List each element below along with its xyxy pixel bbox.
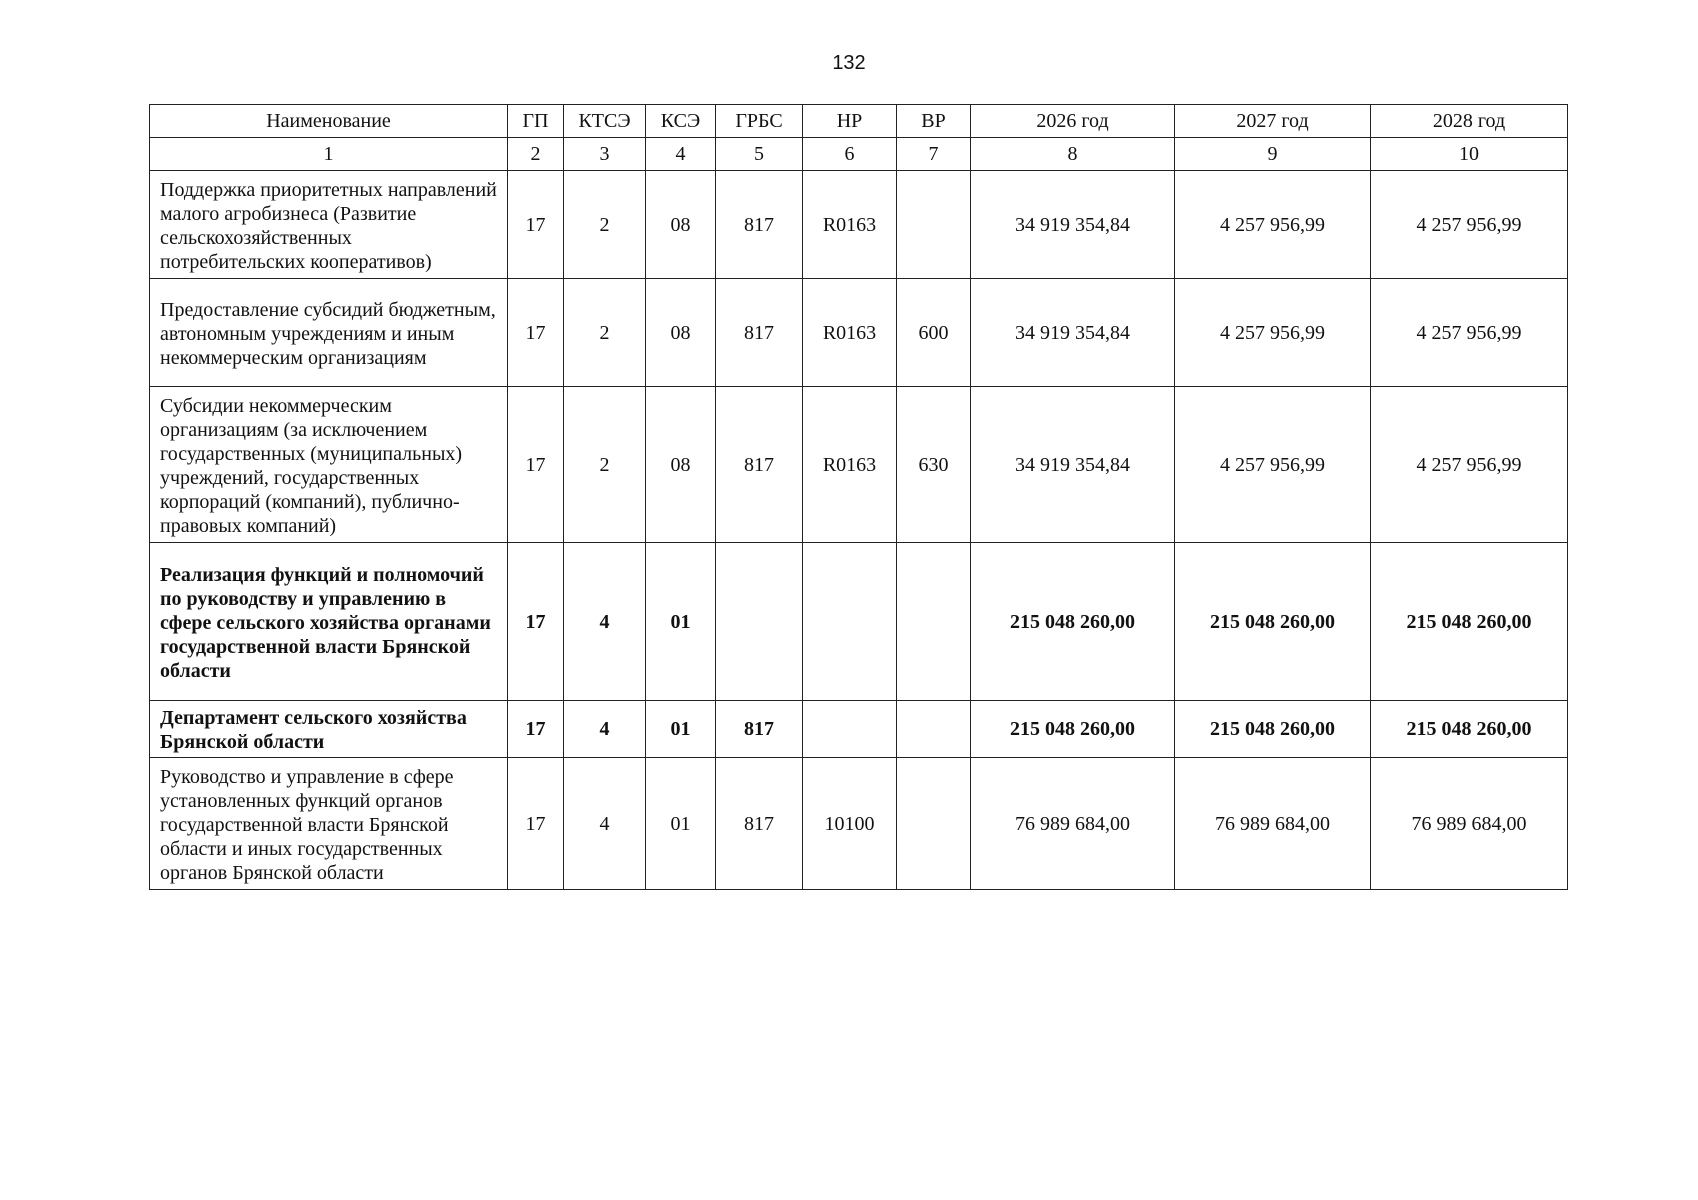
row-gp: 17 [508,543,564,701]
row-2028: 76 989 684,00 [1371,758,1568,890]
row-2027: 4 257 956,99 [1175,279,1371,387]
row-name: Руководство и управление в сфере установленных функций органов государственной власти Брянской области и иных государственных органов Брянской области [150,758,508,890]
page-number: 132 [832,52,866,74]
row-kse: 01 [646,701,716,758]
row-grbs: 817 [716,387,803,543]
header-ktse: КТСЭ [564,105,646,138]
table-row-section [150,543,1568,701]
header-row [150,105,1568,138]
row-2028: 215 048 260,00 [1371,701,1568,758]
table-row [150,171,1568,279]
row-vr [897,758,971,890]
row-2026: 34 919 354,84 [971,387,1175,543]
row-grbs: 817 [716,171,803,279]
row-2026: 215 048 260,00 [971,543,1175,701]
header-2028: 2028 год [1371,105,1568,138]
row-nr [803,543,897,701]
row-nr [803,701,897,758]
row-2027: 76 989 684,00 [1175,758,1371,890]
row-nr: R0163 [803,171,897,279]
row-ktse: 4 [564,701,646,758]
row-name: Предоставление субсидий бюджетным, автономным учреждениям и иным некоммерческим организациям [150,279,508,387]
column-number: 9 [1175,138,1371,171]
column-number: 3 [564,138,646,171]
row-ktse: 2 [564,387,646,543]
header-2027: 2027 год [1175,105,1371,138]
row-grbs: 817 [716,701,803,758]
row-grbs: 817 [716,758,803,890]
row-name: Департамент сельского хозяйства Брянской области [150,701,508,758]
row-2028: 4 257 956,99 [1371,279,1568,387]
row-2026: 215 048 260,00 [971,701,1175,758]
row-nr: 10100 [803,758,897,890]
row-grbs [716,543,803,701]
row-kse: 08 [646,387,716,543]
row-ktse: 4 [564,543,646,701]
row-gp: 17 [508,758,564,890]
table-row [150,758,1568,890]
row-kse: 08 [646,171,716,279]
table-row [150,387,1568,543]
budget-table [149,104,1568,890]
column-number: 6 [803,138,897,171]
row-kse: 01 [646,543,716,701]
column-number: 4 [646,138,716,171]
row-2026: 34 919 354,84 [971,171,1175,279]
column-number: 1 [150,138,508,171]
row-2026: 76 989 684,00 [971,758,1175,890]
row-name: Поддержка приоритетных направлений малого агробизнеса (Развитие сельскохозяйственных потребительских кооперативов) [150,171,508,279]
row-kse: 08 [646,279,716,387]
row-vr: 630 [897,387,971,543]
row-vr [897,543,971,701]
header-grbs: ГРБС [716,105,803,138]
column-number: 2 [508,138,564,171]
column-number-row [150,138,1568,171]
row-kse: 01 [646,758,716,890]
row-ktse: 2 [564,279,646,387]
row-name: Субсидии некоммерческим организациям (за исключением государственных (муниципальных) учреждений, государственных корпораций (компаний), публично-правовых компаний) [150,387,508,543]
header-nr: НР [803,105,897,138]
column-number: 5 [716,138,803,171]
column-number: 10 [1371,138,1568,171]
row-vr [897,171,971,279]
header-gp: ГП [508,105,564,138]
row-gp: 17 [508,387,564,543]
row-ktse: 4 [564,758,646,890]
row-2028: 4 257 956,99 [1371,171,1568,279]
row-2027: 4 257 956,99 [1175,387,1371,543]
header-name: Наименование [150,105,508,138]
row-vr [897,701,971,758]
row-2028: 215 048 260,00 [1371,543,1568,701]
row-2026: 34 919 354,84 [971,279,1175,387]
header-vr: ВР [897,105,971,138]
row-gp: 17 [508,279,564,387]
row-nr: R0163 [803,387,897,543]
row-2027: 215 048 260,00 [1175,543,1371,701]
row-2027: 215 048 260,00 [1175,701,1371,758]
row-gp: 17 [508,171,564,279]
header-kse: КСЭ [646,105,716,138]
row-name: Реализация функций и полномочий по руководству и управлению в сфере сельского хозяйства органами государственной власти Брянской области [150,543,508,701]
column-number: 7 [897,138,971,171]
table-row-section [150,701,1568,758]
row-nr: R0163 [803,279,897,387]
row-gp: 17 [508,701,564,758]
column-number: 8 [971,138,1175,171]
row-grbs: 817 [716,279,803,387]
table-row [150,279,1568,387]
row-vr: 600 [897,279,971,387]
row-2028: 4 257 956,99 [1371,387,1568,543]
row-ktse: 2 [564,171,646,279]
header-2026: 2026 год [971,105,1175,138]
row-2027: 4 257 956,99 [1175,171,1371,279]
